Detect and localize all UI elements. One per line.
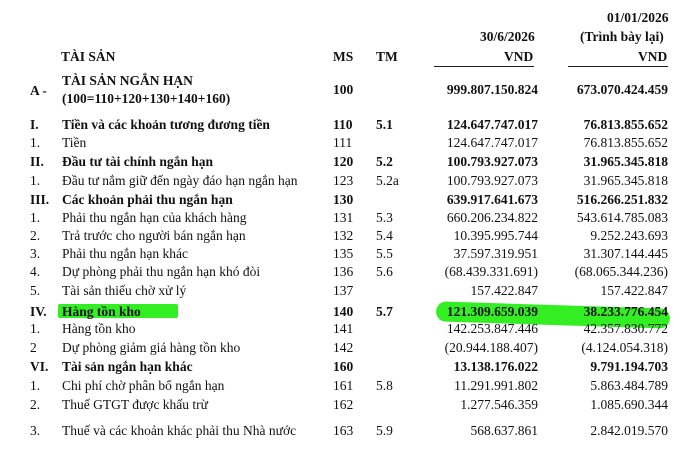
row-value-period1: 1.277.546.359	[460, 397, 538, 412]
col-ms-header: MS	[333, 49, 354, 64]
section-a-row	[0, 72, 695, 106]
table-row	[0, 172, 695, 190]
row-value-period1: 660.206.234.822	[446, 210, 538, 225]
section-a-value-period1: 999.807.150.824	[446, 82, 538, 97]
row-value-period2: 76.813.855.652	[583, 135, 668, 150]
section-a-title: TÀI SẢN NGẮN HẠN	[62, 73, 193, 88]
row-name: Thuế và các khoản khác phải thu Nhà nước	[62, 423, 297, 438]
row-value-period2: 157.422.847	[600, 283, 668, 298]
row-tm: 5.1	[376, 117, 393, 132]
row-tm: 5.4	[376, 228, 393, 243]
row-value-period2: 42.357.830.772	[583, 321, 668, 336]
row-ms: 123	[333, 173, 354, 188]
table-row	[0, 358, 695, 376]
row-code: II.	[30, 154, 44, 169]
row-name: Dự phòng giảm giá hàng tồn kho	[62, 340, 241, 355]
row-tm: 5.2a	[376, 173, 399, 188]
row-ms: 120	[333, 154, 354, 169]
row-code: 1.	[30, 321, 41, 336]
row-code: 1.	[30, 135, 41, 150]
table-row	[0, 282, 695, 300]
table-row	[0, 303, 695, 321]
col-name-header: TÀI SẢN	[61, 49, 116, 64]
row-value-period2: 9.252.243.693	[590, 228, 668, 243]
table-row	[0, 116, 695, 134]
row-value-period1: 124.647.747.017	[446, 117, 538, 132]
row-value-period1: 10.395.995.744	[453, 228, 538, 243]
row-value-period1: (20.944.188.407)	[444, 340, 538, 355]
row-value-period2: 5.863.484.789	[590, 378, 668, 393]
table-row	[0, 377, 695, 395]
row-tm: 5.6	[376, 264, 393, 279]
row-name: Các khoản phải thu ngắn hạn	[62, 192, 233, 207]
row-ms: 132	[333, 228, 354, 243]
table-row	[0, 320, 695, 338]
section-a-value-period2: 673.070.424.459	[576, 82, 668, 97]
row-name: Tiền	[62, 135, 87, 150]
row-tm: 5.2	[376, 154, 393, 169]
row-code: 1.	[30, 378, 41, 393]
row-name: Tiền và các khoản tương đương tiền	[62, 117, 270, 132]
row-value-period1: 100.793.927.073	[446, 173, 538, 188]
row-ms: 161	[333, 378, 354, 393]
row-tm: 5.8	[376, 378, 393, 393]
row-name: Trả trước cho người bán ngắn hạn	[62, 228, 246, 243]
table-row	[0, 339, 695, 357]
row-ms: 130	[333, 192, 354, 207]
row-name: Đầu tư tài chính ngắn hạn	[62, 154, 214, 169]
row-ms: 111	[333, 135, 353, 150]
section-a-ms: 100	[333, 82, 354, 97]
row-ms: 163	[333, 423, 354, 438]
section-a-code: A -	[30, 83, 47, 98]
row-ms: 110	[333, 117, 353, 132]
row-value-period1: 124.647.747.017	[446, 135, 538, 150]
row-name: Chi phí chờ phân bổ ngắn hạn	[62, 378, 225, 393]
row-ms: 160	[333, 359, 354, 374]
row-code: 5.	[30, 283, 41, 298]
table-row	[0, 191, 695, 209]
row-value-period2: (68.065.344.236)	[574, 264, 668, 279]
row-value-period2: 9.791.194.703	[590, 359, 668, 374]
row-tm: 5.7	[376, 304, 393, 319]
row-code: IV.	[30, 304, 47, 319]
row-code: 1.	[30, 173, 41, 188]
row-value-period1: 121.309.659.039	[446, 304, 538, 319]
row-code: 2	[30, 340, 37, 355]
row-code: I.	[30, 117, 39, 132]
row-code: 2.	[30, 228, 41, 243]
table-row	[0, 396, 695, 414]
period2-date: 01/01/2026	[607, 10, 669, 25]
row-name: Dự phòng phải thu ngắn hạn khó đòi	[62, 264, 261, 279]
row-code: 2.	[30, 397, 41, 412]
table-row	[0, 209, 695, 227]
row-ms: 162	[333, 397, 354, 412]
row-value-period2: 2.842.019.570	[590, 423, 668, 438]
row-value-period1: 639.917.641.673	[446, 192, 538, 207]
row-name: Hàng tồn kho	[62, 321, 136, 336]
row-value-period2: 31.965.345.818	[583, 173, 668, 188]
row-ms: 135	[333, 246, 354, 261]
period2-underline	[568, 66, 668, 67]
table-row	[0, 227, 695, 245]
row-ms: 136	[333, 264, 354, 279]
row-name: Hàng tồn kho	[62, 304, 141, 319]
row-value-period2: 543.614.785.083	[576, 210, 668, 225]
row-tm: 5.3	[376, 210, 393, 225]
row-value-period2: 31.965.345.818	[583, 154, 668, 169]
section-a-formula: (100=110+120+130+140+160)	[62, 91, 231, 106]
row-value-period2: (4.124.054.318)	[581, 340, 668, 355]
table-row	[0, 245, 695, 263]
row-ms: 137	[333, 283, 354, 298]
row-ms: 142	[333, 340, 354, 355]
table-row	[0, 263, 695, 281]
row-value-period2: 76.813.855.652	[583, 117, 668, 132]
row-name: Tài sản thiếu chờ xử lý	[62, 283, 187, 298]
table-row	[0, 134, 695, 152]
row-value-period1: 142.253.847.446	[446, 321, 538, 336]
row-ms: 140	[333, 304, 354, 319]
row-name: Thuế GTGT được khấu trừ	[62, 397, 208, 412]
period1-unit: VND	[504, 49, 534, 64]
table-row	[0, 422, 695, 440]
row-value-period1: 568.637.861	[470, 423, 538, 438]
row-code: VI.	[30, 359, 49, 374]
row-value-period2: 38.233.776.454	[583, 304, 668, 319]
row-value-period2: 516.266.251.832	[576, 192, 668, 207]
row-tm: 5.9	[376, 423, 393, 438]
table-row	[0, 153, 695, 171]
row-ms: 141	[333, 321, 354, 336]
row-value-period2: 1.085.690.344	[590, 397, 668, 412]
row-code: 3.	[30, 246, 41, 261]
row-value-period1: (68.439.331.691)	[444, 264, 538, 279]
row-value-period1: 157.422.847	[470, 283, 538, 298]
period1-date: 30/6/2026	[480, 29, 535, 44]
col-tm-header: TM	[376, 49, 398, 64]
row-value-period2: 31.307.144.445	[583, 246, 668, 261]
period2-note: (Trình bày lại)	[580, 29, 664, 44]
period2-unit: VND	[638, 49, 668, 64]
row-value-period1: 11.291.991.802	[454, 378, 538, 393]
row-code: 1.	[30, 210, 41, 225]
row-ms: 131	[333, 210, 354, 225]
row-value-period1: 37.597.319.951	[453, 246, 538, 261]
row-code: 3.	[30, 423, 41, 438]
row-value-period1: 100.793.927.073	[446, 154, 538, 169]
row-tm: 5.5	[376, 246, 393, 261]
row-name: Tài sản ngắn hạn khác	[62, 359, 193, 374]
row-code: 4.	[30, 264, 41, 279]
row-name: Đầu tư nắm giữ đến ngày đáo hạn ngắn hạn	[62, 173, 298, 188]
row-code: III.	[30, 192, 50, 207]
row-value-period1: 13.138.176.022	[453, 359, 538, 374]
row-name: Phải thu ngắn hạn khác	[62, 246, 188, 261]
period1-underline	[434, 66, 534, 67]
row-name: Phải thu ngắn hạn của khách hàng	[62, 210, 247, 225]
